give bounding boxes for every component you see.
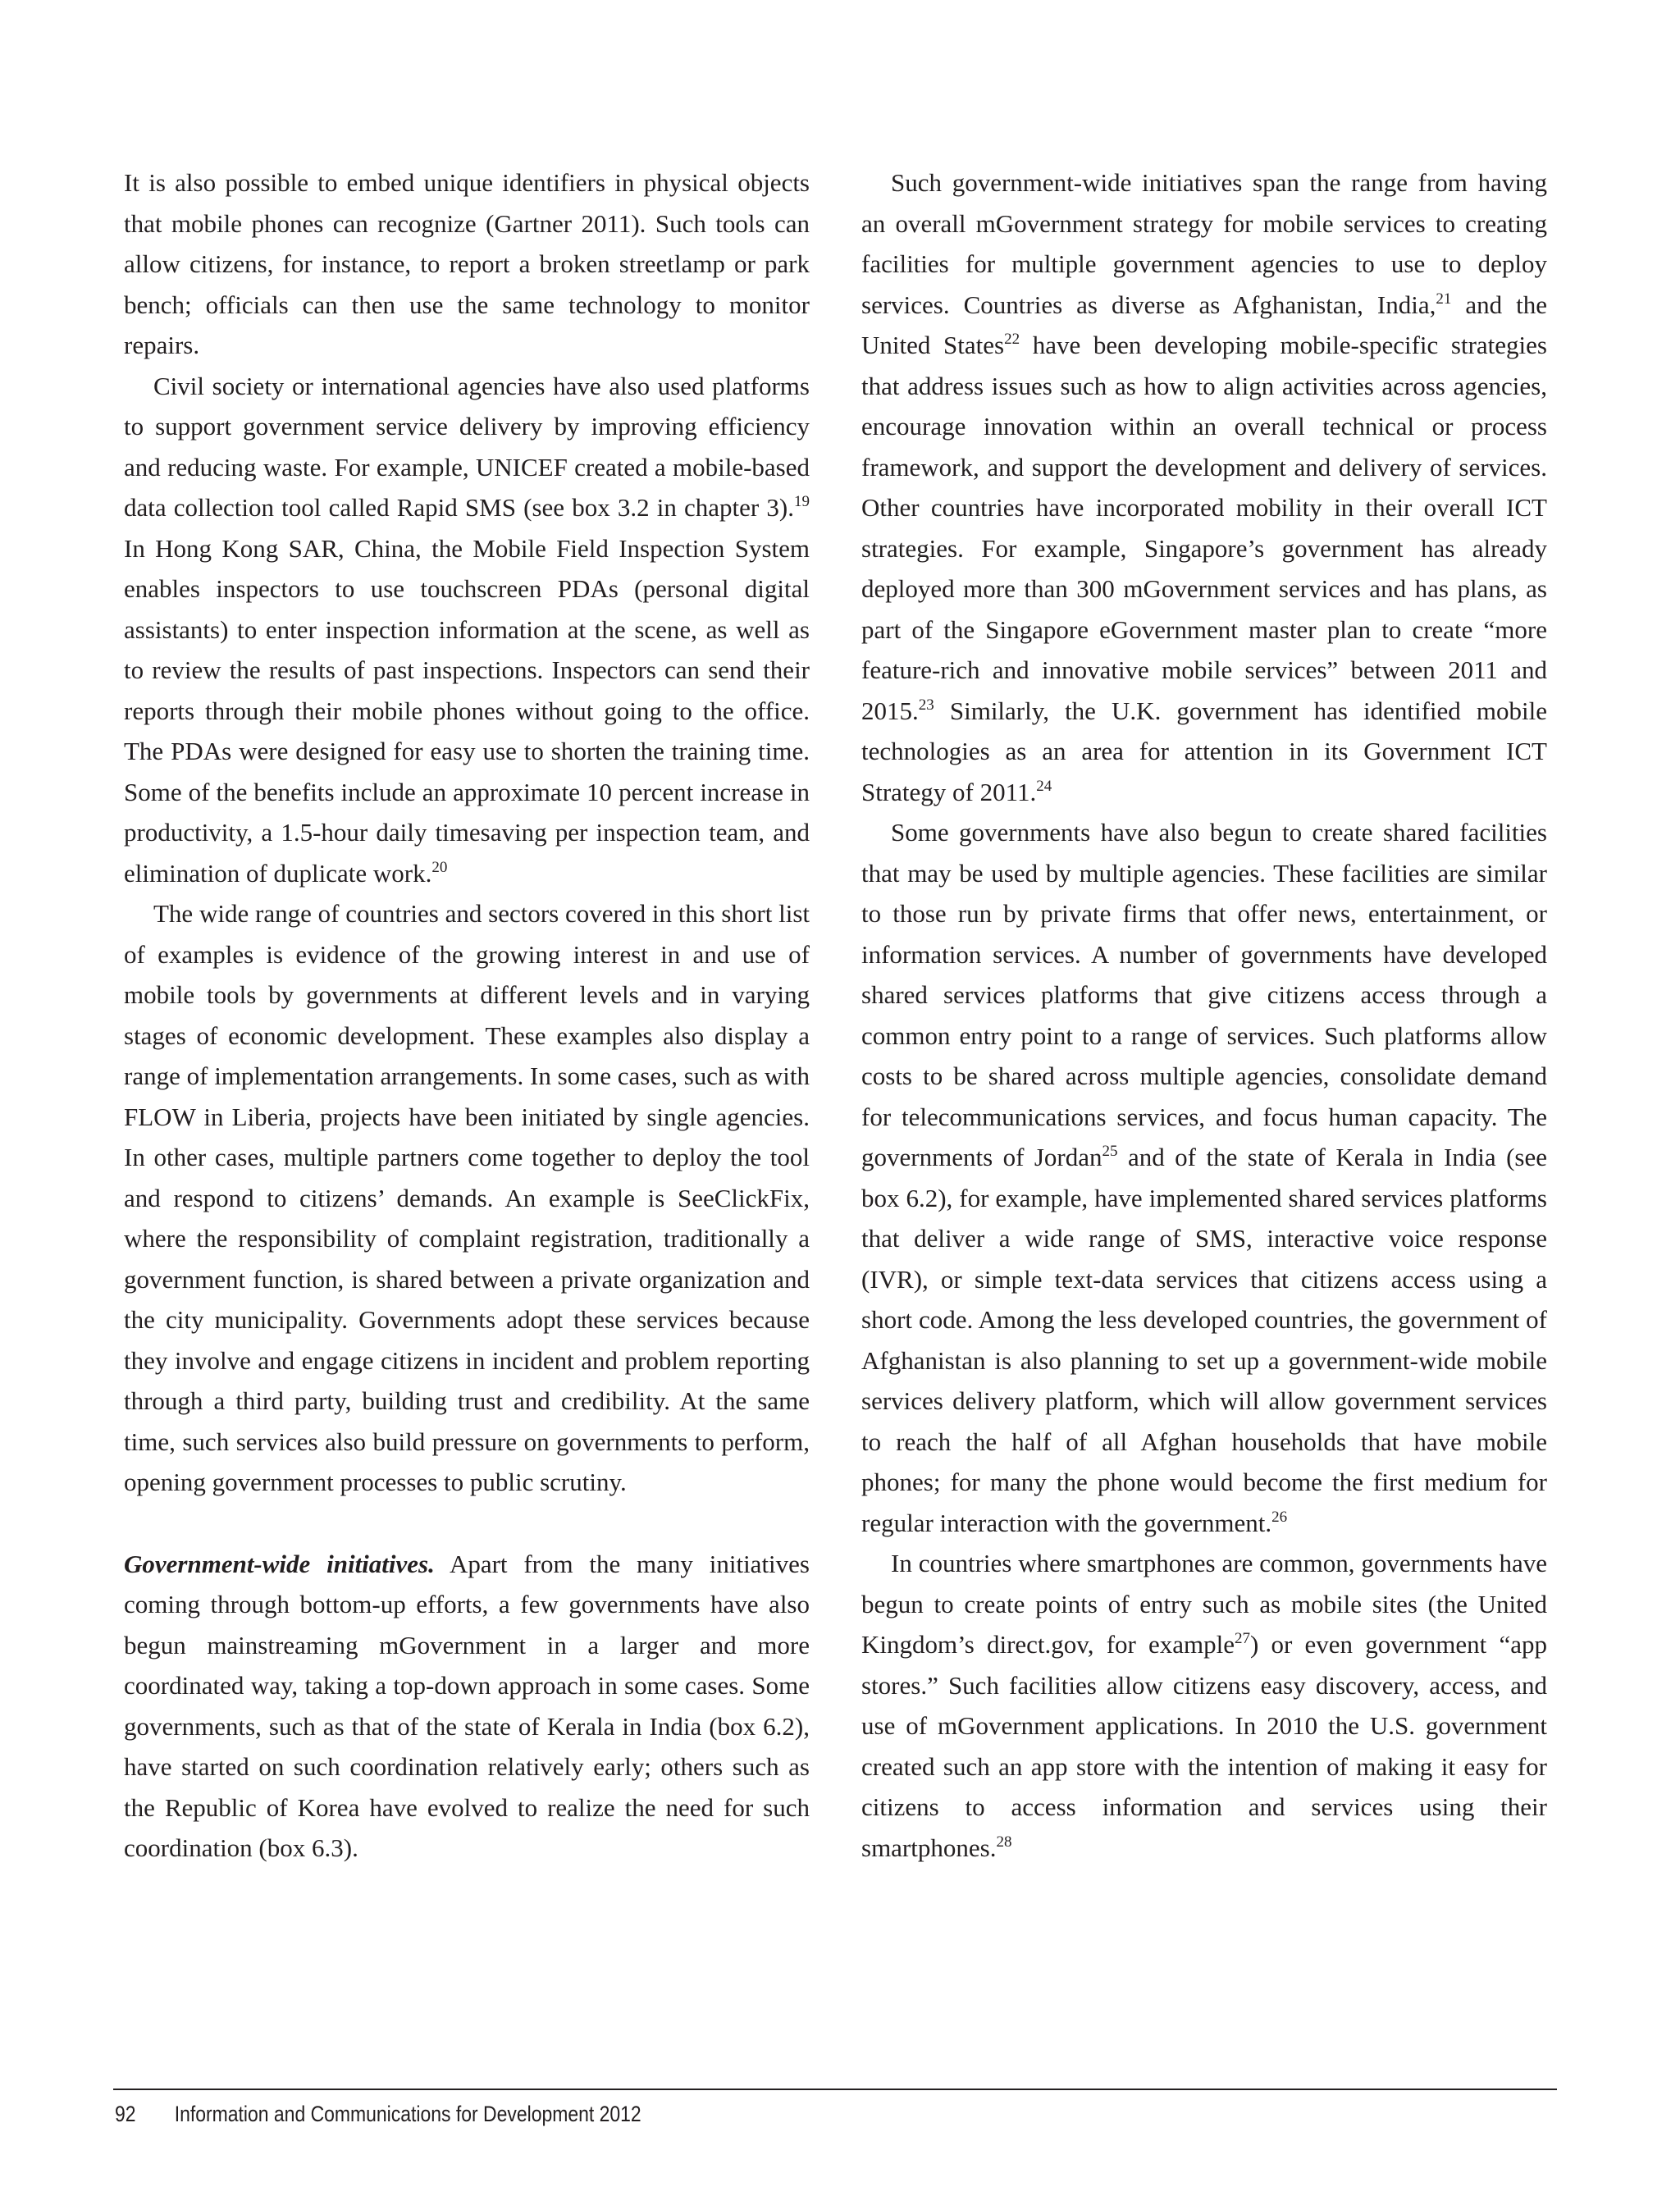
body-text: and the United States — [861, 290, 1548, 359]
publication-title: Information and Communications for Development 2012 — [174, 2102, 641, 2126]
footnote-ref: 19 — [794, 493, 810, 510]
footer-divider — [113, 2089, 1557, 2090]
body-text: Apart from the many initiatives coming through bottom-up efforts, a few governments have also begun mainstreaming mGovernment in a larger and more coordinated way, taking a top-down approach in some cases. Some governments, such as that of the state of Kerala in India (box 6.2), have started on such coordination relatively early; others such as the Republic of Korea have evolved to realize the need for such coordination (box 6.3). — [124, 1549, 810, 1862]
body-text: Such government-wide initiatives span the range from having an overall mGovernment strategy for mobile services to creating facilities for multiple government agencies to use to deploy services. Countries as diverse as Afghanistan, India, — [861, 168, 1547, 319]
body-text: In Hong Kong SAR, China, the Mobile Field Inspection System enables inspectors to use touchscreen PDAs (personal digital assistants) to enter inspection information at the scene, as well as to review the results of past inspections. Inspectors can send their reports through their mobile phones without going to the office. The PDAs were designed for easy use to shorten the training time. Some of the benefits include an approximate 10 percent increase in productivity, a 1.5-hour daily timesaving per inspection team, and elimination of duplicate work. — [124, 533, 810, 888]
paragraph — [861, 812, 1547, 1543]
body-text: The wide range of countries and sectors covered in this short list of examples is evidence of the growing interest in and use of mobile tools by governments at different levels and in varying stages of economic development. These examples also display a range of implementation arrangements. In some cases, such as with FLOW in Liberia, projects have been initiated by single agencies. In other cases, multiple partners come together to deploy the tool and respond to citizens’ demands. An example is SeeClickFix, where the responsibility of complaint registration, traditionally a government function, is shared between a private organization and the city municipality. Governments adopt these services because they involve and engage citizens in incident and problem reporting through a third party, building trust and credibility. At the same time, such services also build pressure on governments to perform, opening government processes to public scrutiny. — [124, 899, 810, 1496]
body-text: Similarly, the U.K. government has identified mobile technologies as an area for attention in its Government ICT Strategy of 2011. — [861, 696, 1547, 806]
paragraph — [861, 1543, 1547, 1868]
body-text: Civil society or international agencies have also used platforms to support government service delivery by improving efficiency and reducing waste. For example, UNICEF created a mobile-based data collection tool called Rapid SMS (see box 3.2 in chapter 3). — [124, 371, 810, 522]
body-text: It is also possible to embed unique identifiers in physical objects that mobile phones can recognize (Gartner 2011). Such tools can allow citizens, for instance, to report a broken streetlamp or park bench; officials can then use the same technology to monitor repairs. — [124, 168, 810, 359]
body-text: ) or even government “app stores.” Such facilities allow citizens easy discovery, access, and use of mGovernment applications. In 2010 the U.S. government created such an app store with the intention of making it easy for citizens to access information and services using their smartphones. — [861, 1630, 1547, 1862]
footnote-ref: 20 — [431, 858, 448, 876]
page-number: 92 — [115, 2102, 136, 2126]
footnote-ref: 25 — [1102, 1143, 1118, 1160]
footnote-ref: 28 — [996, 1833, 1012, 1851]
footnote-ref: 22 — [1004, 331, 1020, 348]
left-column — [124, 162, 810, 1869]
body-text: Some governments have also begun to create shared facilities that may be used by multiple agencies. These facilities are similar to those run by private firms that offer news, entertainment, or information services. A number of governments have developed shared services platforms that give citizens access through a common entry point to a range of services. Such platforms allow costs to be shared across multiple agencies, consolidate demand for telecommunications services, and focus human capacity. The governments of Jordan — [861, 818, 1547, 1171]
footnote-ref: 23 — [918, 696, 934, 714]
paragraph — [124, 366, 810, 894]
footnote-ref: 24 — [1036, 777, 1052, 795]
body-text: have been developing mobile-specific strategies that address issues such as how to align activities across agencies, encourage innovation within an overall technical or process framework, and support the development and delivery of services. Other countries have incorporated mobility in their overall ICT strategies. For example, Singapore’s government has already deployed more than 300 mGovernment services and has plans, as part of the Singapore eGovernment master plan to create “more feature-rich and innovative mobile services” between 2011 and 2015. — [861, 331, 1547, 725]
body-text: and of the state of Kerala in India (see box 6.2), for example, have implemented shared services platforms that deliver a wide range of SMS, interactive voice response (IVR), or simple text-data services that citizens access using a short code. Among the less developed countries, the government of Afghanistan is also planning to set up a government-wide mobile services delivery platform, which will allow government services to reach the half of all Afghan households that have mobile phones; for many the phone would become the first medium for regular interaction with the government. — [861, 1143, 1547, 1537]
paragraph — [124, 893, 810, 1503]
page-footer — [115, 2102, 641, 2127]
paragraph-government-wide-initiatives — [124, 1544, 810, 1869]
run-in-heading: Government-wide initiatives. — [124, 1549, 435, 1578]
body-text: In countries where smartphones are common, governments have begun to create points of entry such as mobile sites (the United Kingdom’s direct.gov, for example — [861, 1549, 1547, 1659]
paragraph — [124, 162, 810, 366]
footnote-ref: 27 — [1235, 1630, 1251, 1647]
footnote-ref: 21 — [1436, 290, 1452, 308]
paragraph — [861, 162, 1547, 812]
right-column — [861, 162, 1547, 1868]
footnote-ref: 26 — [1271, 1508, 1288, 1526]
